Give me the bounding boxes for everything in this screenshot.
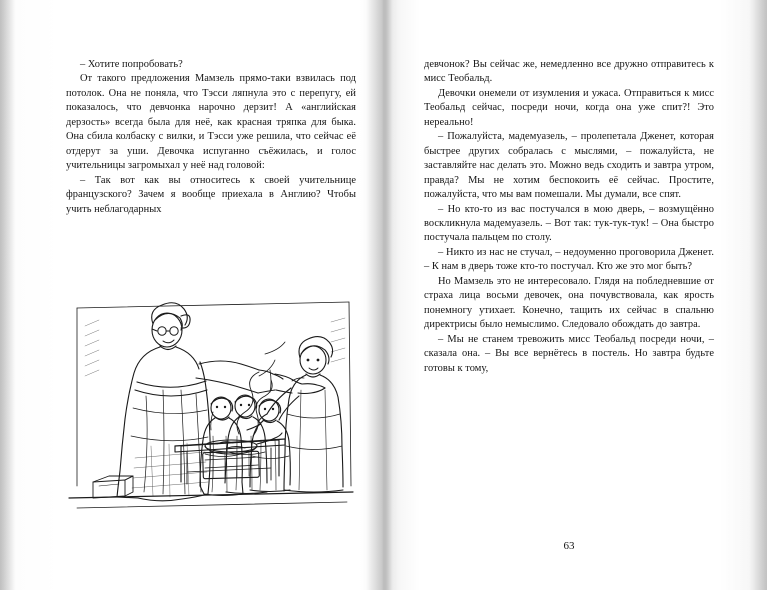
paragraph: Но Мамзель это не интересовало. Глядя на побледневшие от страха лица восьми девочек, она почувствовала, как ярость понемногу утихает. Конечно, тащить их сейчас в спальню директрисы было немыслимо. Следовало обождать до завтра. (424, 275, 714, 331)
paragraph: – Так вот как вы относитесь к своей учительнице французского? Зачем я вообще приехала в Англию? Чтобы учить неблагодарных (66, 174, 356, 215)
page-number: 63 (563, 540, 575, 552)
illustration-drawing (63, 286, 363, 531)
left-text-column (66, 58, 356, 217)
paragraph: – Хотите попробовать? (80, 59, 183, 70)
paragraph: – Мы не станем тревожить мисс Теобальд посреди ночи, – сказала она. – Вы все вернётесь в постель. Но завтра будьте готовы к тому, (424, 333, 714, 374)
page-edge-right-shadow (749, 0, 767, 590)
page-edge-left-shadow (0, 0, 16, 590)
right-text-column (424, 58, 714, 376)
book-gutter-shadow (366, 0, 400, 590)
paragraph: От такого предложения Мамзель прямо-таки взвилась под потолок. Она не поняла, что Тэсси ляпнула это с перепугу, ей показалось, что девчонка нарочно дерзит! А «английская дерзость» всегда была для неё, как красная тряпка для быка. Она сбила колбаску с вилки, и Тэсси уже решила, что сейчас её отдерут за уши. Девочка испуганно съёжилась, и голос учительницы загромыхал у неё над головой: (66, 73, 356, 172)
paragraph: – Пожалуйста, мадемуазель, – пролепетала Дженет, которая быстрее других собралась с мыслями, – пожалуйста, не заставляйте нас делать это. Можно ведь сходить и завтра утром, правда? Мы не хотим беспокоить её сейчас. Простите, пожалуйста, что мы вам помешали. Мы думали, все спят. (424, 131, 714, 201)
paragraph: – Никто из нас не стучал, – недоуменно проговорила Дженет. – К нам в дверь тоже кто-то постучал. Кто же это мог быть? (424, 246, 714, 273)
paragraph: – Но кто-то из вас постучался в мою дверь, – возмущённо воскликнула мадемуазель. – Вот так: тук-тук-тук! – Она быстро постучала пальцем по столу. (424, 203, 714, 244)
paragraph: девчонок? Вы сейчас же, немедленно все дружно отправитесь к мисс Теобальд. (424, 59, 714, 85)
classroom-scene-illustration (63, 286, 363, 531)
paragraph: Девочки онемели от изумления и ужаса. Отправиться к мисс Теобальд сейчас, посреди ночи, когда она уже спит?! Это нереально! (424, 87, 714, 128)
